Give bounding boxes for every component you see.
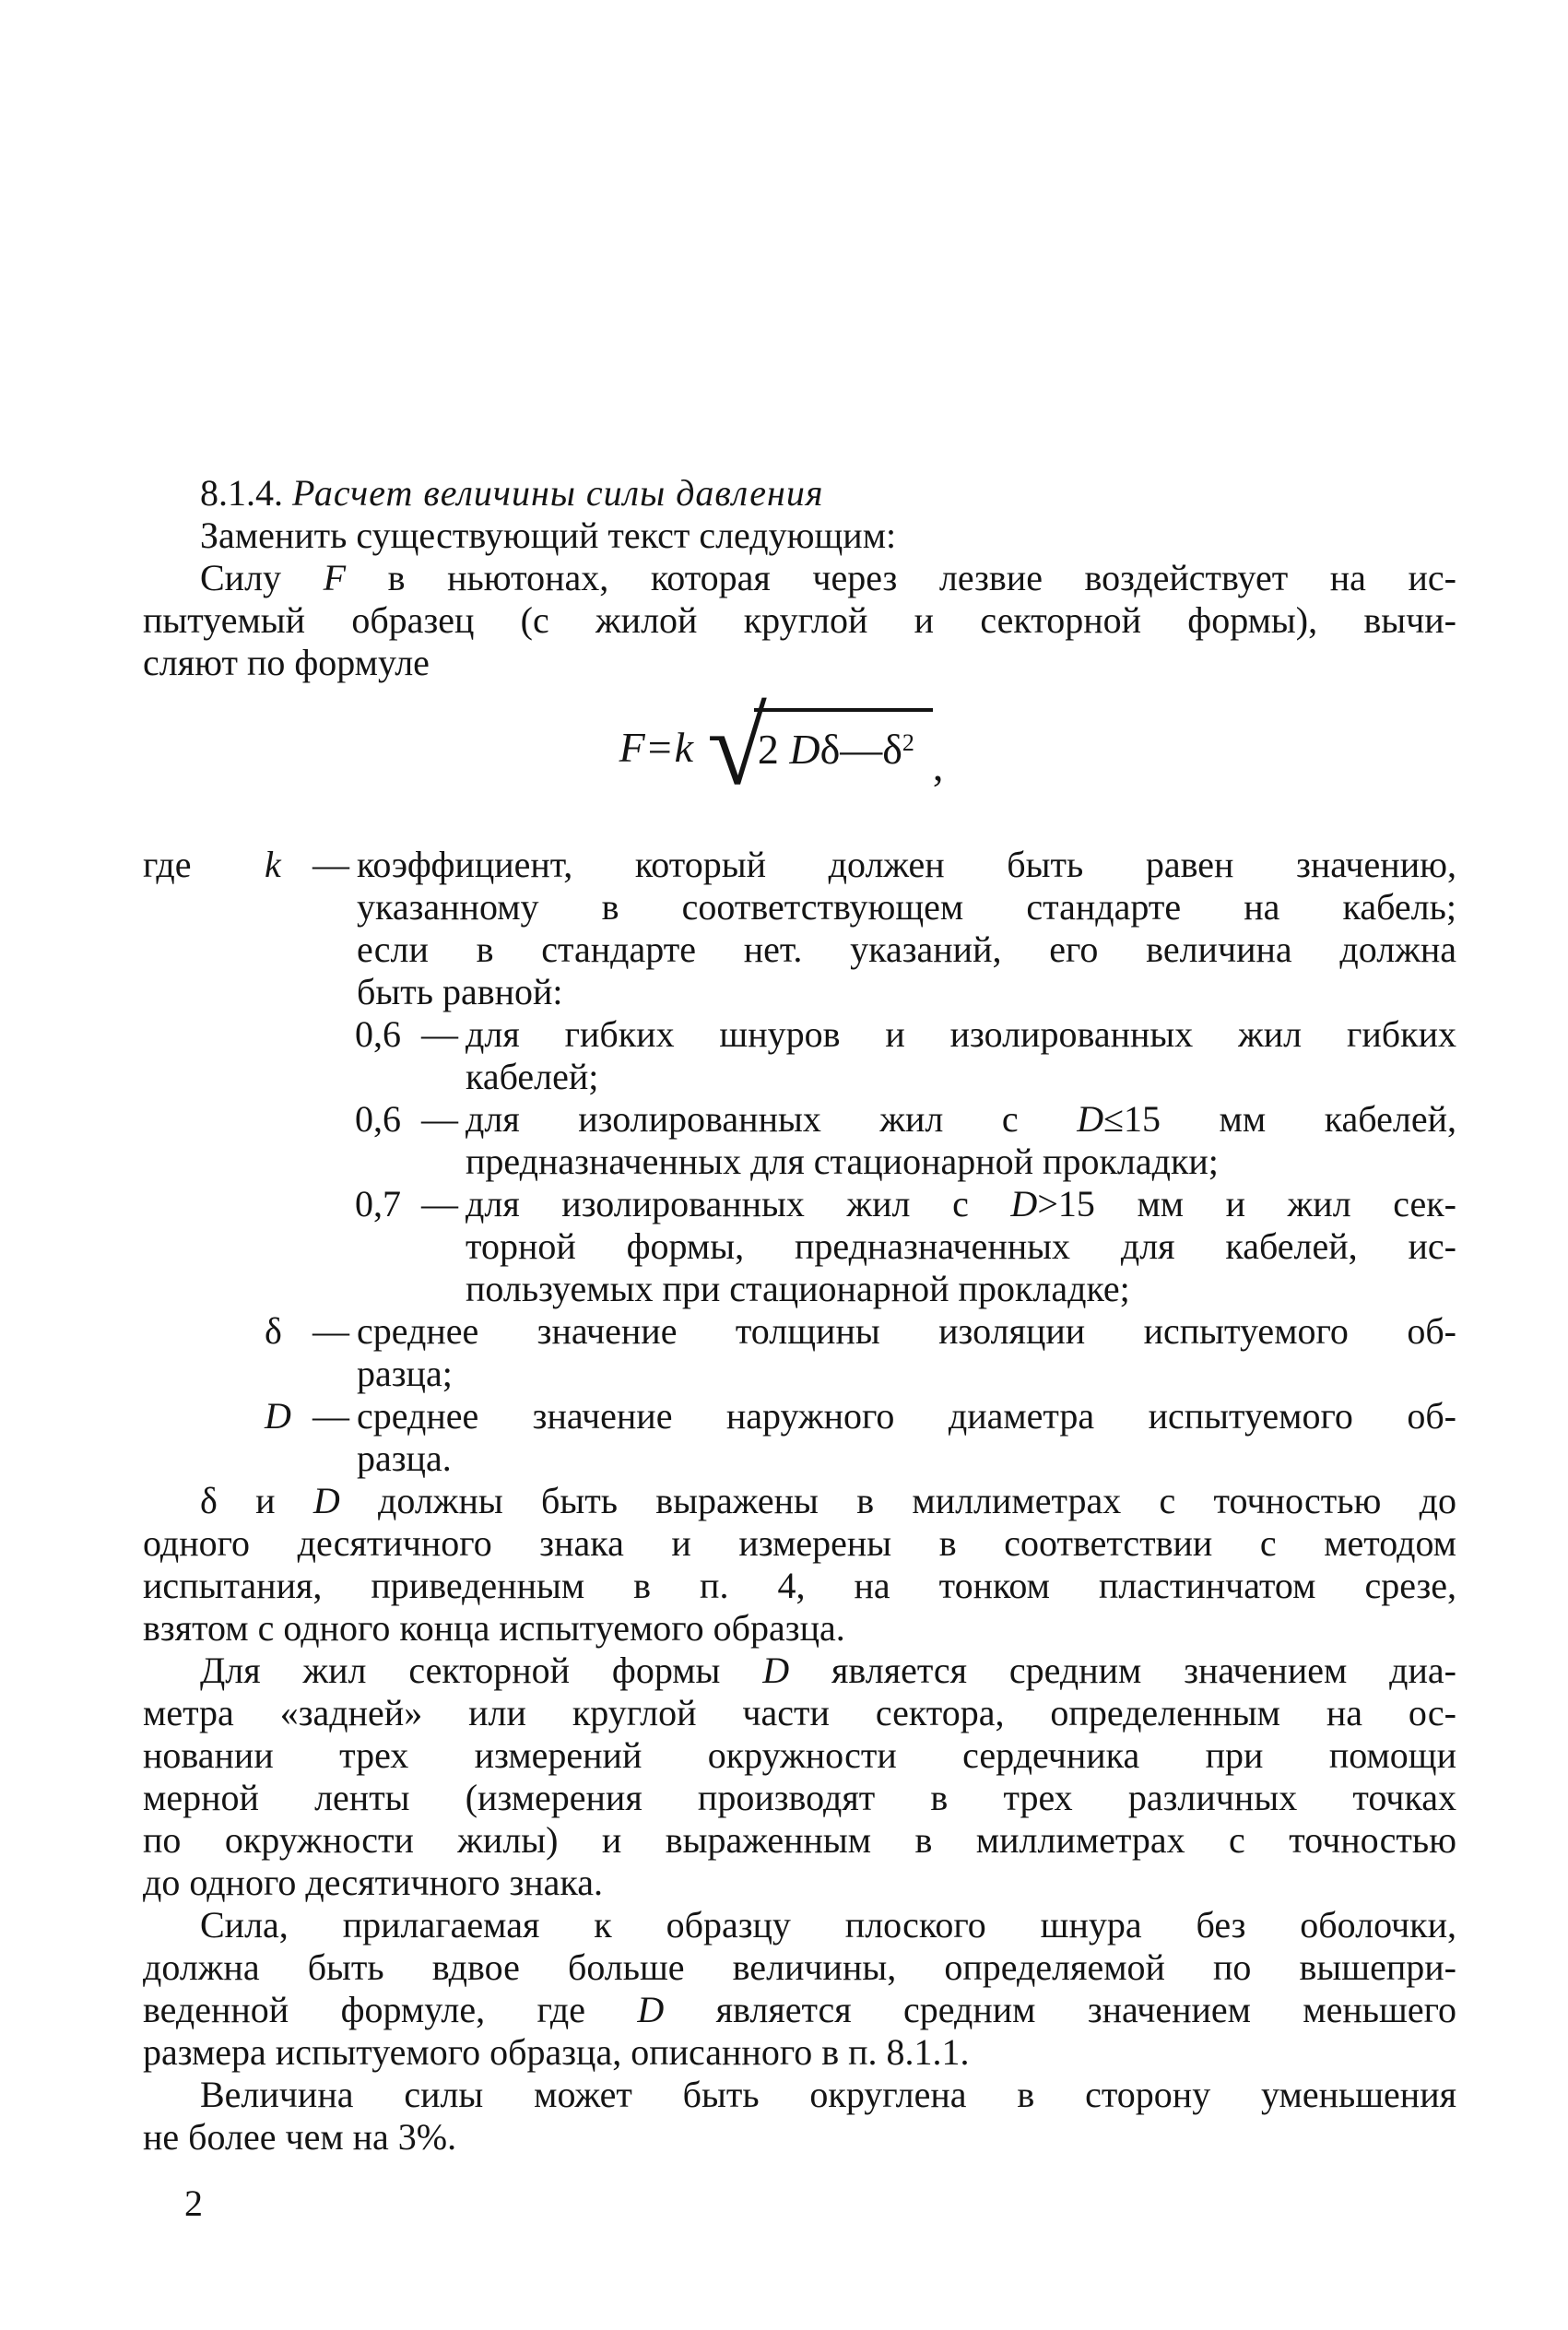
- page-number: 2: [184, 2182, 203, 2224]
- formula-block: [143, 687, 1420, 811]
- text-run: разца.: [357, 1437, 452, 1479]
- definition-text-06b: [466, 1098, 1456, 1183]
- text-run: среднее значение наружного диаметра испытуемого об-: [357, 1395, 1456, 1437]
- definition-text-d: [357, 1395, 1456, 1480]
- text-run: является средним значением диа-: [789, 1650, 1456, 1691]
- text-run: Сила, прилагаемая к образцу плоского шнура без оболочки,: [200, 1904, 1456, 1946]
- definition-dash: —: [312, 1310, 349, 1352]
- definition-value-06a: 0,6: [355, 1013, 401, 1055]
- text-line: [357, 844, 1456, 886]
- paragraph-sector-shape: [143, 1650, 1456, 1904]
- text-line: [466, 1098, 1456, 1141]
- text-run: является средним значением меньшего: [664, 1989, 1456, 2030]
- text-run: одного десятичного знака и измерены в соответствии с методом: [143, 1522, 1456, 1564]
- text-run: среднее значение толщины изоляции испытуемого об-: [357, 1310, 1456, 1352]
- text-run: коэффициент, который должен быть равен значению,: [357, 844, 1456, 885]
- text-run: испытания, приведенным в п. 4, на тонком пластинчатом срезе,: [143, 1565, 1456, 1606]
- text-run: размера испытуемого образца, описанного в п. 8.1.1.: [143, 2031, 970, 2073]
- definition-value-06b: 0,6: [355, 1098, 401, 1140]
- text-run: =: [647, 724, 675, 771]
- text-line: [357, 1310, 1456, 1353]
- definition-row-delta: [143, 1310, 1456, 1395]
- text-line: [357, 971, 1456, 1013]
- text-run: мерной ленты (измерения производят в трех различных точках: [143, 1777, 1456, 1818]
- text-run: k: [265, 844, 281, 885]
- text-line: [357, 928, 1456, 971]
- text-line: [143, 642, 1456, 684]
- text-line: [143, 1480, 1456, 1522]
- text-line: [143, 1904, 1456, 1946]
- text-run: для гибких шнуров и изолированных жил гибких: [466, 1013, 1456, 1055]
- text-run: новании трех измерений окружности сердечника при помощи: [143, 1734, 1456, 1776]
- formula-lhs: [619, 724, 697, 771]
- text-line: [143, 1692, 1456, 1734]
- text-run: пытуемый образец (с жилой круглой и секторной формы), вычи-: [143, 599, 1456, 641]
- text-run: предназначенных для стационарной прокладки;: [466, 1141, 1219, 1182]
- text-run: взятом с одного конца испытуемого образца.: [143, 1607, 845, 1649]
- paragraph-force-intro: [143, 557, 1456, 684]
- formula-radicand: [754, 708, 933, 771]
- text-run: в ньютонах, которая через лезвие воздействует на ис-: [346, 557, 1456, 598]
- text-line: [143, 1522, 1456, 1565]
- text-run: D: [265, 1395, 291, 1437]
- where-label: где: [143, 844, 192, 885]
- text-run: пользуемых при стационарной прокладке;: [466, 1268, 1130, 1309]
- value-indent: [143, 1098, 355, 1183]
- text-line: [143, 1946, 1456, 1989]
- definition-value-07: 0,7: [355, 1183, 401, 1224]
- text-line: [143, 1734, 1456, 1777]
- text-run: D: [637, 1989, 665, 2030]
- definition-row-d: [143, 1395, 1456, 1480]
- symbol-indent: [143, 1395, 265, 1480]
- text-run: до одного десятичного знака.: [143, 1862, 603, 1903]
- text-run: для изолированных жил с: [466, 1098, 1078, 1140]
- paragraph-flat-cord: [143, 1904, 1456, 2074]
- text-run: метра «задней» или круглой части сектора, определенным на ос-: [143, 1692, 1456, 1733]
- text-run: D: [312, 1480, 340, 1521]
- text-line: [143, 1777, 1456, 1819]
- text-run: 8.1.4.: [200, 472, 292, 514]
- text-line: [143, 2116, 1456, 2159]
- text-line: [143, 599, 1456, 642]
- text-line: [143, 1862, 1456, 1904]
- text-line: [466, 1013, 1456, 1056]
- definition-row-06b: [143, 1098, 1456, 1183]
- text-run: ≤15 мм кабелей,: [1103, 1098, 1456, 1140]
- text-line: [466, 1225, 1456, 1268]
- definition-row-07: [143, 1183, 1456, 1310]
- text-run: Величина силы может быть округлена в сторону уменьшения: [200, 2074, 1456, 2115]
- definition-symbol-k: [265, 844, 305, 1013]
- text-line: [143, 1989, 1456, 2031]
- definition-symbol-d: [265, 1395, 305, 1480]
- text-run: δ—δ: [819, 726, 902, 773]
- radical: [707, 687, 933, 808]
- text-run: Заменить существующий текст следующим:: [200, 514, 897, 556]
- definition-text-delta: [357, 1310, 1456, 1395]
- text-line: [143, 2074, 1456, 2116]
- symbol-indent: [143, 1310, 265, 1395]
- text-line: [143, 1819, 1456, 1862]
- text-line: [143, 514, 1456, 557]
- text-run: Для жил секторной формы: [200, 1650, 763, 1691]
- definition-row-06a: [143, 1013, 1456, 1098]
- definition-dash: —: [312, 844, 349, 885]
- definition-text-k: [357, 844, 1456, 1013]
- paragraph-replace-note: [143, 514, 1456, 557]
- text-run: должна быть вдвое больше величины, определяемой по вышепри-: [143, 1946, 1456, 1988]
- text-line: [357, 1437, 1456, 1480]
- text-run: должны быть выражены в миллиметрах с точностью до: [339, 1480, 1456, 1521]
- section-heading: [143, 472, 1456, 514]
- text-run: k: [674, 724, 697, 771]
- paragraph-dd-precision: [143, 1480, 1456, 1650]
- value-indent: [143, 1183, 355, 1310]
- text-line: [143, 1650, 1456, 1692]
- text-line: [357, 1353, 1456, 1395]
- text-run: F: [323, 557, 347, 598]
- text-line: [466, 1268, 1456, 1310]
- formula: [619, 687, 944, 808]
- text-line: [357, 886, 1456, 928]
- square-root-sign-icon: √: [707, 687, 767, 808]
- text-run: 2: [902, 729, 914, 756]
- text-line: [466, 1141, 1456, 1183]
- text-run: 2: [757, 726, 790, 773]
- text-run: δ: [265, 1310, 282, 1352]
- text-run: D: [1010, 1183, 1038, 1224]
- definition-dash: —: [312, 1395, 349, 1437]
- text-run: Силу: [200, 557, 324, 598]
- definition-dash: —: [421, 1013, 458, 1055]
- text-run: >15 мм и жил сек-: [1037, 1183, 1456, 1224]
- text-run: F: [619, 724, 648, 771]
- text-run: Расчет величины силы давления: [292, 472, 824, 514]
- definition-row-k: [143, 844, 1456, 1013]
- text-line: [357, 1395, 1456, 1437]
- definition-dash: —: [421, 1098, 458, 1140]
- text-run: разца;: [357, 1353, 453, 1394]
- text-run: D: [1077, 1098, 1104, 1140]
- text-run: если в стандарте нет. указаний, его величина должна: [357, 928, 1456, 970]
- text-run: сляют по формуле: [143, 642, 430, 683]
- value-indent: [143, 1013, 355, 1098]
- paragraph-rounding: [143, 2074, 1456, 2159]
- text-run: быть равной:: [357, 971, 563, 1012]
- definition-text-07: [466, 1183, 1456, 1310]
- text-run: D: [789, 726, 820, 773]
- text-line: [466, 1056, 1456, 1098]
- text-run: указанному в соответствующем стандарте на кабель;: [357, 886, 1456, 928]
- text-run: по окружности жилы) и выраженным в миллиметрах с точностью: [143, 1819, 1456, 1861]
- text-line: [143, 557, 1456, 599]
- text-run: торной формы, предназначенных для кабелей, ис-: [466, 1225, 1456, 1267]
- text-run: D: [762, 1650, 790, 1691]
- text-run: δ и: [200, 1480, 313, 1521]
- text-line: [466, 1183, 1456, 1225]
- text-run: веденной формуле, где: [143, 1989, 638, 2030]
- text-run: кабелей;: [466, 1056, 599, 1097]
- formula-comma: ,: [932, 742, 944, 789]
- text-line: [143, 1607, 1456, 1650]
- text-run: для изолированных жил с: [466, 1183, 1011, 1224]
- definition-dash: —: [421, 1183, 458, 1224]
- definition-symbol-delta: [265, 1310, 305, 1395]
- text-line: [143, 2031, 1456, 2074]
- text-line: [143, 1565, 1456, 1607]
- definition-text-06a: [466, 1013, 1456, 1098]
- text-run: не более чем на 3%.: [143, 2116, 457, 2158]
